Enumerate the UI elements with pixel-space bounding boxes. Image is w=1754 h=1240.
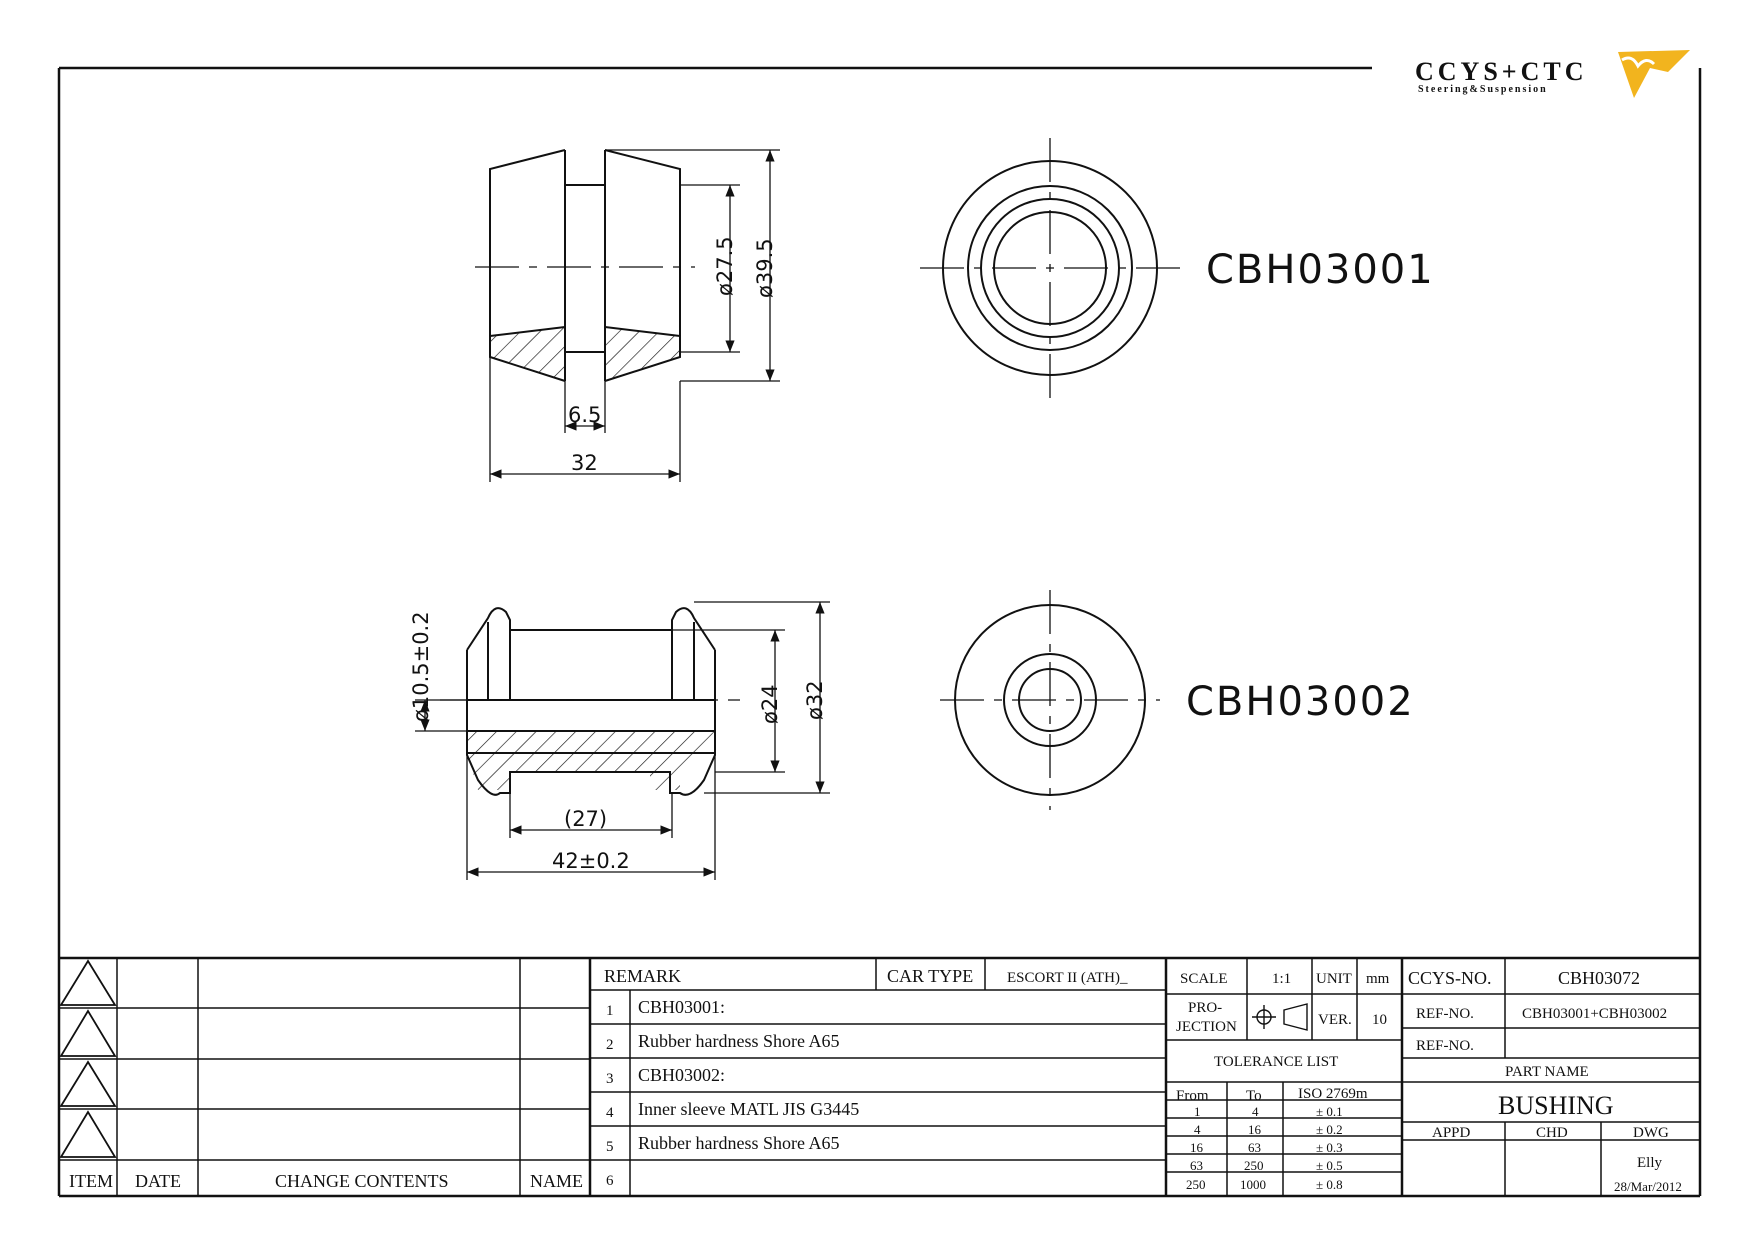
tolerance-title: TOLERANCE LIST [1214, 1054, 1339, 1070]
rev-header-change: CHANGE CONTENTS [275, 1171, 449, 1191]
car-type-value: ESCORT II (ATH)_ [1007, 970, 1128, 986]
tol-to: 63 [1248, 1140, 1261, 1155]
part-name-value: BUSHING [1498, 1091, 1614, 1120]
revision-triangle-icon [61, 1062, 115, 1106]
revision-triangle-icon [61, 1011, 115, 1056]
remark-header: REMARK [604, 966, 682, 986]
ccys-no-label: CCYS-NO. [1408, 968, 1492, 988]
remark-row-text: Rubber hardness Shore A65 [638, 1133, 840, 1153]
part1-dim-groove: 6.5 [568, 403, 602, 427]
scale-label: SCALE [1180, 971, 1228, 987]
part2-dim-inner-len: (27) [564, 807, 608, 831]
revision-triangle-icon [61, 961, 115, 1005]
tol-value: ± 0.5 [1316, 1158, 1343, 1173]
part2-dim-inner-dia: ø24 [758, 684, 782, 724]
part2-dim-outer-dia: ø32 [803, 680, 827, 720]
ref-no-value: CBH03001+CBH03002 [1522, 1006, 1668, 1022]
first-angle-projection-icon [1252, 1004, 1307, 1030]
remark-row-no: 5 [606, 1139, 614, 1155]
part-name-label: PART NAME [1505, 1064, 1589, 1080]
tol-to: 250 [1244, 1158, 1264, 1173]
unit-label: UNIT [1316, 971, 1352, 987]
appd-label: APPD [1432, 1125, 1471, 1141]
part2-end-view [940, 590, 1160, 810]
car-type-label: CAR TYPE [887, 966, 974, 986]
tolerance-header-to: To [1246, 1088, 1262, 1104]
part1-side-view [475, 150, 695, 381]
tol-value: ± 0.8 [1316, 1177, 1343, 1192]
tol-value: ± 0.1 [1316, 1104, 1343, 1119]
ver-value: 10 [1372, 1012, 1387, 1028]
remark-row-no: 3 [606, 1071, 614, 1087]
tol-to: 16 [1248, 1122, 1261, 1137]
tol-from: 1 [1194, 1104, 1201, 1119]
tolerance-header-from: From [1176, 1088, 1209, 1104]
logo-tagline: Steering&Suspension [1418, 84, 1548, 95]
dwg-name: Elly [1637, 1155, 1662, 1171]
tol-from: 16 [1190, 1140, 1203, 1155]
ref-no-label-2: REF-NO. [1416, 1038, 1474, 1054]
part1-dim-length: 32 [571, 451, 598, 475]
revision-triangle-icon [61, 1112, 115, 1157]
unit-value: mm [1366, 971, 1390, 987]
tol-from: 63 [1190, 1158, 1203, 1173]
tol-to: 1000 [1240, 1177, 1266, 1192]
part1-dim-inner-dia: ø27.5 [713, 236, 737, 296]
tol-from: 250 [1186, 1177, 1206, 1192]
rev-header-date: DATE [135, 1171, 181, 1191]
company-logo [1415, 50, 1690, 98]
part2-tag: CBH03002 [1186, 679, 1415, 725]
part2-dim-bore: ø10.5±0.2 [409, 611, 433, 722]
ver-label: VER. [1318, 1012, 1352, 1028]
title-block-grid [59, 958, 1700, 1196]
tolerance-header-iso: ISO 2769m [1298, 1086, 1368, 1102]
tol-from: 4 [1194, 1122, 1201, 1137]
part2-side-view [440, 608, 740, 796]
remark-row-text: CBH03001: [638, 997, 726, 1017]
part1-tag: CBH03001 [1206, 247, 1435, 293]
tol-to: 4 [1252, 1104, 1259, 1119]
projection-label-1: PRO- [1188, 1000, 1223, 1016]
rev-header-name: NAME [530, 1171, 583, 1191]
part1-end-view [920, 138, 1180, 398]
remark-row-no: 2 [606, 1037, 614, 1053]
drawing-border [59, 68, 1700, 1196]
remark-row-text: CBH03002: [638, 1065, 726, 1085]
ccys-no-value: CBH03072 [1558, 968, 1641, 988]
part1-dimensions [490, 150, 780, 482]
projection-label-2: JECTION [1176, 1019, 1237, 1035]
ref-no-label: REF-NO. [1416, 1006, 1474, 1022]
logo-brand: CCYS+CTC [1415, 57, 1588, 86]
remark-row-no: 4 [606, 1105, 614, 1121]
tol-value: ± 0.3 [1316, 1140, 1343, 1155]
remark-row-text: Inner sleeve MATL JIS G3445 [638, 1099, 860, 1119]
remark-row-no: 1 [606, 1003, 614, 1019]
dwg-date: 28/Mar/2012 [1614, 1179, 1682, 1194]
rev-header-item: ITEM [69, 1171, 113, 1191]
dwg-label: DWG [1633, 1125, 1669, 1141]
part2-dim-length: 42±0.2 [552, 849, 630, 873]
tol-value: ± 0.2 [1316, 1122, 1343, 1137]
part1-dim-outer-dia: ø39.5 [753, 238, 777, 298]
remark-row-no: 6 [606, 1173, 614, 1189]
chd-label: CHD [1536, 1125, 1568, 1141]
remark-row-text: Rubber hardness Shore A65 [638, 1031, 840, 1051]
scale-value: 1:1 [1272, 971, 1292, 987]
